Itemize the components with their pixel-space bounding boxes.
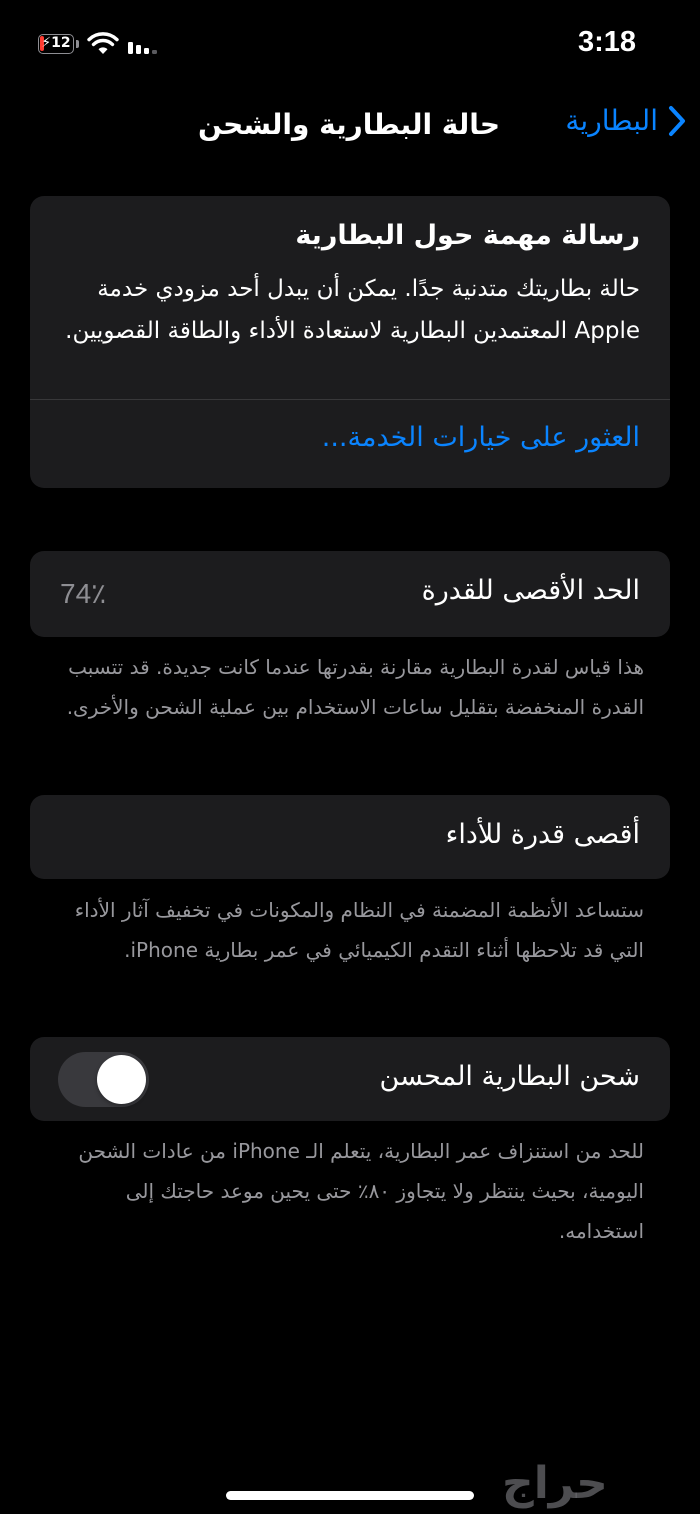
haraj-watermark-logo: حراج bbox=[502, 1458, 608, 1509]
divider bbox=[30, 399, 670, 400]
maximum-capacity-row bbox=[30, 551, 670, 637]
optimized-charging-row bbox=[30, 1037, 670, 1121]
peak-performance-footnote: ستساعد الأنظمة المضمنة في النظام والمكونات في تخفيف آثار الأداء التي قد تلاحظها أثناء التقدم الكيميائي في عمر بطارية iPhone. bbox=[74, 898, 644, 962]
page-title: حالة البطارية والشحن bbox=[197, 108, 500, 141]
status-time: 3:18 bbox=[577, 26, 636, 58]
wifi-icon bbox=[87, 32, 119, 56]
battery-charging-icon: ⚡12 bbox=[38, 34, 74, 54]
toggle-knob[interactable] bbox=[97, 1055, 146, 1104]
optimized-charging-footnote: للحد من استنزاف عمر البطارية، يتعلم الـ iPhone من عادات الشحن اليومية، بحيث ينتظر ولا يتجاوز ٨٠٪ حتى يحين موعد حاجتك إلى استخدامه. bbox=[78, 1139, 644, 1243]
find-service-options-link[interactable]: العثور على خيارات الخدمة... bbox=[321, 422, 640, 453]
status-bar bbox=[0, 0, 700, 90]
battery-percentage: 12 bbox=[51, 35, 71, 51]
navigation-bar bbox=[0, 90, 700, 160]
maximum-capacity-value: 74٪ bbox=[60, 578, 107, 609]
maximum-capacity-footnote: هذا قياس لقدرة البطارية مقارنة بقدرتها عندما كانت جديدة. قد تتسبب القدرة المنخفضة بتقليل ساعات الاستخدام بين عملية الشحن والأخرى. bbox=[66, 655, 644, 719]
peak-performance-row bbox=[30, 795, 670, 879]
optimized-charging-toggle[interactable] bbox=[58, 1052, 149, 1107]
battery-alert-card bbox=[30, 196, 670, 488]
back-button-label: البطارية bbox=[565, 104, 658, 137]
cellular-signal-icon bbox=[128, 36, 160, 54]
optimized-charging-label: شحن البطارية المحسن bbox=[379, 1061, 640, 1092]
battery-cap bbox=[76, 40, 79, 48]
peak-performance-label: أقصى قدرة للأداء bbox=[445, 819, 640, 850]
alert-title: رسالة مهمة حول البطارية bbox=[295, 220, 640, 251]
alert-body: حالة بطاريتك متدنية جدًا. يمكن أن يبدل أحد مزودي خدمة Apple المعتمدين البطارية لاستعادة الأداء والطاقة القصويين. bbox=[65, 276, 640, 344]
home-indicator[interactable] bbox=[226, 1491, 474, 1500]
maximum-capacity-label: الحد الأقصى للقدرة bbox=[421, 575, 640, 606]
